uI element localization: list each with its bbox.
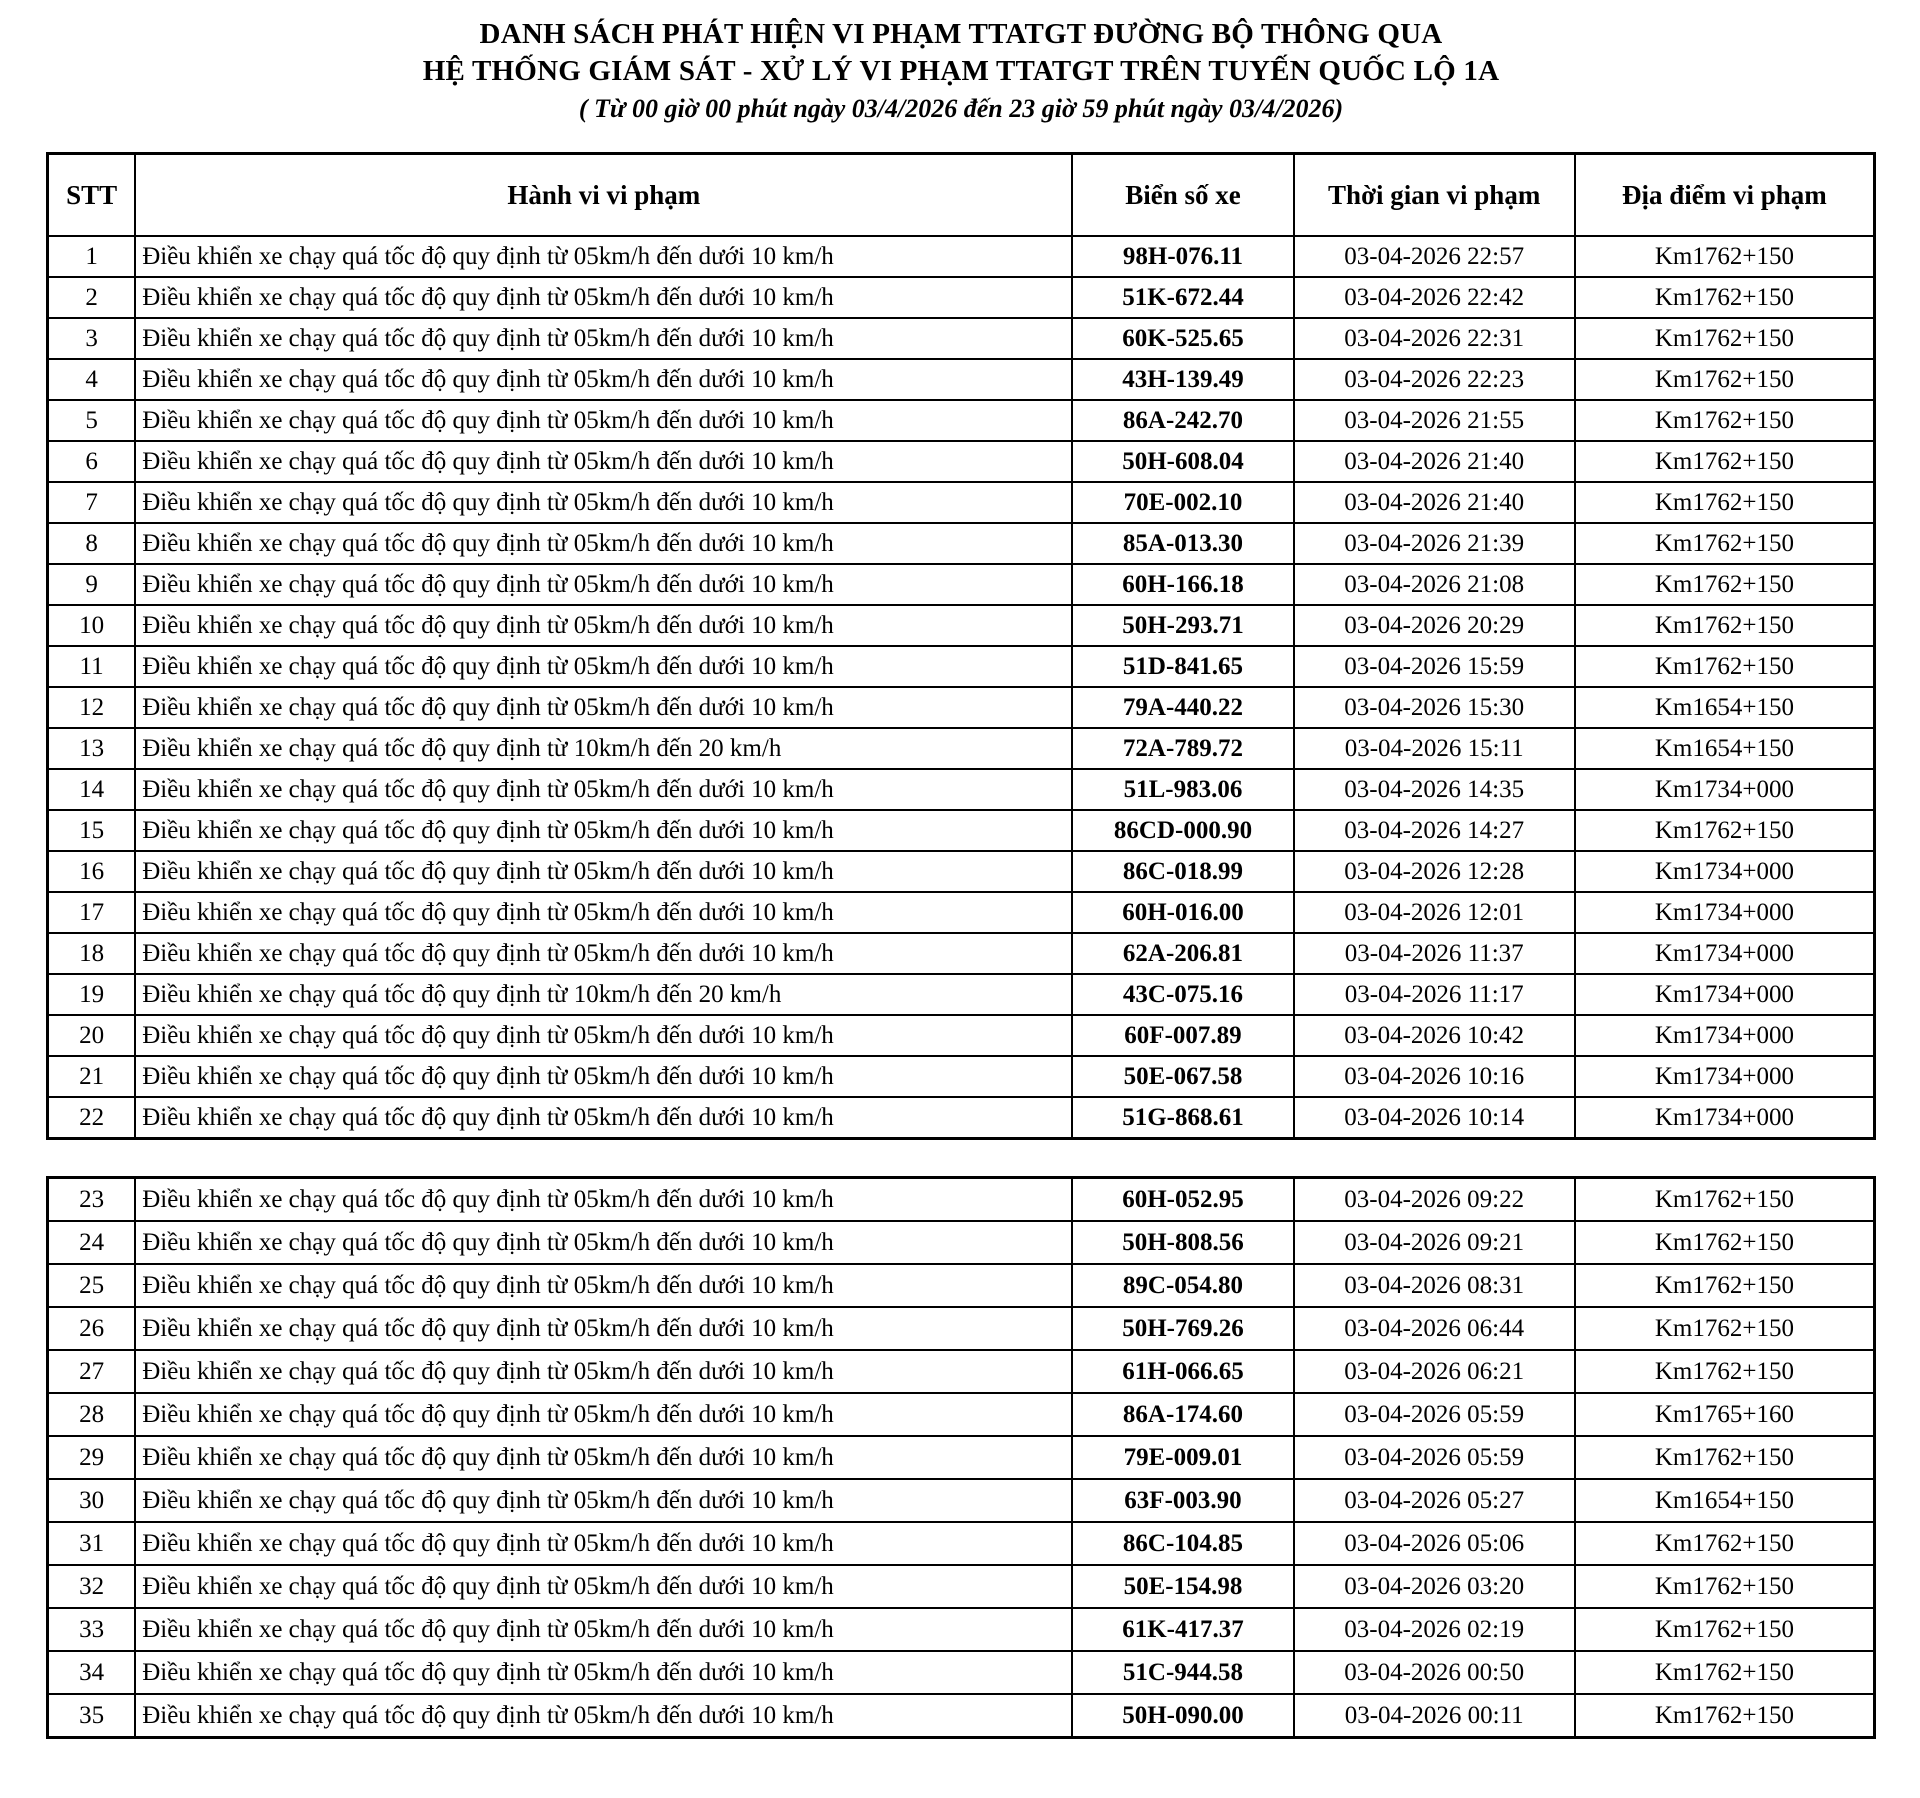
violation-cell: Điều khiển xe chạy quá tốc độ quy định từ 05km/h đến dưới 10 km/h: [135, 1608, 1072, 1651]
location-cell: Km1762+150: [1575, 1565, 1875, 1608]
table-row: [48, 728, 1875, 769]
table-row: [48, 1651, 1875, 1694]
violation-cell: Điều khiển xe chạy quá tốc độ quy định từ 05km/h đến dưới 10 km/h: [135, 1565, 1072, 1608]
violation-cell: Điều khiển xe chạy quá tốc độ quy định từ 05km/h đến dưới 10 km/h: [135, 1056, 1072, 1097]
stt-cell: 14: [48, 769, 136, 810]
time-cell: 03-04-2026 00:50: [1294, 1651, 1575, 1694]
location-cell: Km1734+000: [1575, 1097, 1875, 1139]
location-cell: Km1734+000: [1575, 892, 1875, 933]
time-cell: 03-04-2026 14:35: [1294, 769, 1575, 810]
stt-cell: 16: [48, 851, 136, 892]
header-time: Thời gian vi phạm: [1294, 154, 1575, 237]
stt-cell: 34: [48, 1651, 136, 1694]
stt-cell: 25: [48, 1264, 136, 1307]
violation-cell: Điều khiển xe chạy quá tốc độ quy định từ 10km/h đến 20 km/h: [135, 974, 1072, 1015]
location-cell: Km1762+150: [1575, 482, 1875, 523]
stt-cell: 1: [48, 236, 136, 277]
time-cell: 03-04-2026 05:59: [1294, 1393, 1575, 1436]
stt-cell: 21: [48, 1056, 136, 1097]
table-row: [48, 1436, 1875, 1479]
plate-cell: 50E-154.98: [1072, 1565, 1293, 1608]
violation-cell: Điều khiển xe chạy quá tốc độ quy định từ 05km/h đến dưới 10 km/h: [135, 769, 1072, 810]
time-cell: 03-04-2026 03:20: [1294, 1565, 1575, 1608]
location-cell: Km1762+150: [1575, 605, 1875, 646]
violation-cell: Điều khiển xe chạy quá tốc độ quy định từ 05km/h đến dưới 10 km/h: [135, 564, 1072, 605]
location-cell: Km1762+150: [1575, 441, 1875, 482]
time-cell: 03-04-2026 21:40: [1294, 441, 1575, 482]
time-cell: 03-04-2026 11:37: [1294, 933, 1575, 974]
plate-cell: 51C-944.58: [1072, 1651, 1293, 1694]
table-row: [48, 564, 1875, 605]
table-row: [48, 892, 1875, 933]
plate-cell: 60F-007.89: [1072, 1015, 1293, 1056]
stt-cell: 17: [48, 892, 136, 933]
table-row: [48, 1264, 1875, 1307]
time-cell: 03-04-2026 05:27: [1294, 1479, 1575, 1522]
violation-cell: Điều khiển xe chạy quá tốc độ quy định từ 05km/h đến dưới 10 km/h: [135, 646, 1072, 687]
violations-table-page-2: [46, 1176, 1876, 1739]
time-cell: 03-04-2026 21:08: [1294, 564, 1575, 605]
plate-cell: 85A-013.30: [1072, 523, 1293, 564]
time-cell: 03-04-2026 10:14: [1294, 1097, 1575, 1139]
violation-cell: Điều khiển xe chạy quá tốc độ quy định từ 05km/h đến dưới 10 km/h: [135, 1178, 1072, 1222]
plate-cell: 72A-789.72: [1072, 728, 1293, 769]
location-cell: Km1734+000: [1575, 933, 1875, 974]
stt-cell: 12: [48, 687, 136, 728]
table-row: [48, 1565, 1875, 1608]
violation-cell: Điều khiển xe chạy quá tốc độ quy định từ 05km/h đến dưới 10 km/h: [135, 1350, 1072, 1393]
time-cell: 03-04-2026 14:27: [1294, 810, 1575, 851]
stt-cell: 27: [48, 1350, 136, 1393]
location-cell: Km1762+150: [1575, 1178, 1875, 1222]
document-title-line-2: HỆ THỐNG GIÁM SÁT - XỬ LÝ VI PHẠM TTATGT TRÊN TUYẾN QUỐC LỘ 1A: [422, 55, 1500, 87]
table-row: [48, 1307, 1875, 1350]
location-cell: Km1762+150: [1575, 1307, 1875, 1350]
stt-cell: 2: [48, 277, 136, 318]
violation-cell: Điều khiển xe chạy quá tốc độ quy định từ 05km/h đến dưới 10 km/h: [135, 851, 1072, 892]
plate-cell: 50E-067.58: [1072, 1056, 1293, 1097]
time-cell: 03-04-2026 22:57: [1294, 236, 1575, 277]
stt-cell: 9: [48, 564, 136, 605]
violation-cell: Điều khiển xe chạy quá tốc độ quy định từ 05km/h đến dưới 10 km/h: [135, 1264, 1072, 1307]
stt-cell: 3: [48, 318, 136, 359]
time-cell: 03-04-2026 15:59: [1294, 646, 1575, 687]
time-cell: 03-04-2026 15:11: [1294, 728, 1575, 769]
header-stt: STT: [48, 154, 136, 237]
stt-cell: 26: [48, 1307, 136, 1350]
location-cell: Km1762+150: [1575, 236, 1875, 277]
plate-cell: 62A-206.81: [1072, 933, 1293, 974]
plate-cell: 51K-672.44: [1072, 277, 1293, 318]
violation-cell: Điều khiển xe chạy quá tốc độ quy định từ 05km/h đến dưới 10 km/h: [135, 1015, 1072, 1056]
plate-cell: 60H-052.95: [1072, 1178, 1293, 1222]
plate-cell: 86A-242.70: [1072, 400, 1293, 441]
plate-cell: 98H-076.11: [1072, 236, 1293, 277]
plate-cell: 79E-009.01: [1072, 1436, 1293, 1479]
stt-cell: 28: [48, 1393, 136, 1436]
plate-cell: 60K-525.65: [1072, 318, 1293, 359]
stt-cell: 32: [48, 1565, 136, 1608]
violation-cell: Điều khiển xe chạy quá tốc độ quy định từ 05km/h đến dưới 10 km/h: [135, 482, 1072, 523]
table-row: [48, 1393, 1875, 1436]
time-cell: 03-04-2026 22:42: [1294, 277, 1575, 318]
table-row: [48, 482, 1875, 523]
stt-cell: 24: [48, 1221, 136, 1264]
table-row: [48, 1221, 1875, 1264]
plate-cell: 86C-104.85: [1072, 1522, 1293, 1565]
location-cell: Km1734+000: [1575, 1015, 1875, 1056]
time-cell: 03-04-2026 06:44: [1294, 1307, 1575, 1350]
document-title-line-1: DANH SÁCH PHÁT HIỆN VI PHẠM TTATGT ĐƯỜNG BỘ THÔNG QUA: [479, 18, 1443, 50]
table-row: [48, 400, 1875, 441]
location-cell: Km1762+150: [1575, 1436, 1875, 1479]
time-cell: 03-04-2026 00:11: [1294, 1694, 1575, 1738]
violation-cell: Điều khiển xe chạy quá tốc độ quy định từ 05km/h đến dưới 10 km/h: [135, 1651, 1072, 1694]
location-cell: Km1654+150: [1575, 687, 1875, 728]
plate-cell: 86A-174.60: [1072, 1393, 1293, 1436]
title-block: [46, 16, 1876, 126]
table-row: [48, 359, 1875, 400]
location-cell: Km1762+150: [1575, 1522, 1875, 1565]
plate-cell: 50H-090.00: [1072, 1694, 1293, 1738]
plate-cell: 51G-868.61: [1072, 1097, 1293, 1139]
plate-cell: 61K-417.37: [1072, 1608, 1293, 1651]
time-cell: 03-04-2026 21:55: [1294, 400, 1575, 441]
table-row: [48, 1056, 1875, 1097]
table-header: [48, 154, 1875, 237]
stt-cell: 4: [48, 359, 136, 400]
stt-cell: 15: [48, 810, 136, 851]
stt-cell: 31: [48, 1522, 136, 1565]
location-cell: Km1762+150: [1575, 523, 1875, 564]
plate-cell: 50H-608.04: [1072, 441, 1293, 482]
stt-cell: 18: [48, 933, 136, 974]
table-row: [48, 277, 1875, 318]
table-row: [48, 1015, 1875, 1056]
violation-cell: Điều khiển xe chạy quá tốc độ quy định từ 05km/h đến dưới 10 km/h: [135, 1307, 1072, 1350]
table-row: [48, 933, 1875, 974]
violation-cell: Điều khiển xe chạy quá tốc độ quy định từ 10km/h đến 20 km/h: [135, 728, 1072, 769]
location-cell: Km1762+150: [1575, 359, 1875, 400]
location-cell: Km1734+000: [1575, 974, 1875, 1015]
location-cell: Km1762+150: [1575, 646, 1875, 687]
violation-cell: Điều khiển xe chạy quá tốc độ quy định từ 05km/h đến dưới 10 km/h: [135, 1479, 1072, 1522]
time-cell: 03-04-2026 20:29: [1294, 605, 1575, 646]
stt-cell: 11: [48, 646, 136, 687]
violations-table-body-2: [48, 1178, 1875, 1738]
location-cell: Km1762+150: [1575, 810, 1875, 851]
location-cell: Km1762+150: [1575, 1264, 1875, 1307]
table-row: [48, 810, 1875, 851]
violation-cell: Điều khiển xe chạy quá tốc độ quy định từ 05km/h đến dưới 10 km/h: [135, 400, 1072, 441]
table-row: [48, 1608, 1875, 1651]
table-row: [48, 769, 1875, 810]
stt-cell: 19: [48, 974, 136, 1015]
table-row: [48, 605, 1875, 646]
table-row: [48, 851, 1875, 892]
stt-cell: 29: [48, 1436, 136, 1479]
location-cell: Km1762+150: [1575, 1694, 1875, 1738]
location-cell: Km1762+150: [1575, 318, 1875, 359]
location-cell: Km1762+150: [1575, 564, 1875, 605]
time-cell: 03-04-2026 10:42: [1294, 1015, 1575, 1056]
time-cell: 03-04-2026 10:16: [1294, 1056, 1575, 1097]
plate-cell: 50H-293.71: [1072, 605, 1293, 646]
time-cell: 03-04-2026 06:21: [1294, 1350, 1575, 1393]
violation-cell: Điều khiển xe chạy quá tốc độ quy định từ 05km/h đến dưới 10 km/h: [135, 523, 1072, 564]
table-row: [48, 1097, 1875, 1139]
location-cell: Km1762+150: [1575, 1221, 1875, 1264]
violation-cell: Điều khiển xe chạy quá tốc độ quy định từ 05km/h đến dưới 10 km/h: [135, 441, 1072, 482]
location-cell: Km1762+150: [1575, 1651, 1875, 1694]
table-row: [48, 523, 1875, 564]
stt-cell: 5: [48, 400, 136, 441]
stt-cell: 6: [48, 441, 136, 482]
time-cell: 03-04-2026 05:06: [1294, 1522, 1575, 1565]
header-violation: Hành vi vi phạm: [135, 154, 1072, 237]
location-cell: Km1654+150: [1575, 1479, 1875, 1522]
time-cell: 03-04-2026 02:19: [1294, 1608, 1575, 1651]
violation-cell: Điều khiển xe chạy quá tốc độ quy định từ 05km/h đến dưới 10 km/h: [135, 236, 1072, 277]
plate-cell: 43C-075.16: [1072, 974, 1293, 1015]
table-row: [48, 646, 1875, 687]
time-cell: 03-04-2026 21:40: [1294, 482, 1575, 523]
table-row: [48, 441, 1875, 482]
header-location: Địa điểm vi phạm: [1575, 154, 1875, 237]
violation-cell: Điều khiển xe chạy quá tốc độ quy định từ 05km/h đến dưới 10 km/h: [135, 1221, 1072, 1264]
stt-cell: 35: [48, 1694, 136, 1738]
stt-cell: 10: [48, 605, 136, 646]
plate-cell: 86CD-000.90: [1072, 810, 1293, 851]
violation-cell: Điều khiển xe chạy quá tốc độ quy định từ 05km/h đến dưới 10 km/h: [135, 810, 1072, 851]
plate-cell: 43H-139.49: [1072, 359, 1293, 400]
location-cell: Km1762+150: [1575, 400, 1875, 441]
location-cell: Km1765+160: [1575, 1393, 1875, 1436]
stt-cell: 20: [48, 1015, 136, 1056]
violation-cell: Điều khiển xe chạy quá tốc độ quy định từ 05km/h đến dưới 10 km/h: [135, 605, 1072, 646]
stt-cell: 33: [48, 1608, 136, 1651]
plate-cell: 51L-983.06: [1072, 769, 1293, 810]
plate-cell: 89C-054.80: [1072, 1264, 1293, 1307]
violations-table-body-1: [48, 236, 1875, 1139]
violations-table-page-1: [46, 152, 1876, 1140]
location-cell: Km1734+000: [1575, 769, 1875, 810]
plate-cell: 60H-016.00: [1072, 892, 1293, 933]
plate-cell: 50H-769.26: [1072, 1307, 1293, 1350]
time-cell: 03-04-2026 09:21: [1294, 1221, 1575, 1264]
table-row: [48, 1479, 1875, 1522]
time-cell: 03-04-2026 12:01: [1294, 892, 1575, 933]
time-cell: 03-04-2026 05:59: [1294, 1436, 1575, 1479]
location-cell: Km1762+150: [1575, 1350, 1875, 1393]
plate-cell: 79A-440.22: [1072, 687, 1293, 728]
plate-cell: 61H-066.65: [1072, 1350, 1293, 1393]
violation-cell: Điều khiển xe chạy quá tốc độ quy định từ 05km/h đến dưới 10 km/h: [135, 892, 1072, 933]
stt-cell: 13: [48, 728, 136, 769]
location-cell: Km1734+000: [1575, 1056, 1875, 1097]
table-row: [48, 236, 1875, 277]
time-cell: 03-04-2026 12:28: [1294, 851, 1575, 892]
location-cell: Km1762+150: [1575, 277, 1875, 318]
time-cell: 03-04-2026 09:22: [1294, 1178, 1575, 1222]
stt-cell: 23: [48, 1178, 136, 1222]
table-header-row: [48, 154, 1875, 237]
violation-cell: Điều khiển xe chạy quá tốc độ quy định từ 05km/h đến dưới 10 km/h: [135, 359, 1072, 400]
table-row: [48, 974, 1875, 1015]
table-row: [48, 1694, 1875, 1738]
location-cell: Km1734+000: [1575, 851, 1875, 892]
stt-cell: 30: [48, 1479, 136, 1522]
violation-cell: Điều khiển xe chạy quá tốc độ quy định từ 05km/h đến dưới 10 km/h: [135, 1694, 1072, 1738]
header-plate: Biển số xe: [1072, 154, 1293, 237]
plate-cell: 51D-841.65: [1072, 646, 1293, 687]
plate-cell: 86C-018.99: [1072, 851, 1293, 892]
location-cell: Km1654+150: [1575, 728, 1875, 769]
time-cell: 03-04-2026 11:17: [1294, 974, 1575, 1015]
table-row: [48, 1522, 1875, 1565]
violation-cell: Điều khiển xe chạy quá tốc độ quy định từ 05km/h đến dưới 10 km/h: [135, 933, 1072, 974]
plate-cell: 70E-002.10: [1072, 482, 1293, 523]
time-cell: 03-04-2026 22:23: [1294, 359, 1575, 400]
stt-cell: 8: [48, 523, 136, 564]
violation-cell: Điều khiển xe chạy quá tốc độ quy định từ 05km/h đến dưới 10 km/h: [135, 318, 1072, 359]
table-row: [48, 318, 1875, 359]
violation-cell: Điều khiển xe chạy quá tốc độ quy định từ 05km/h đến dưới 10 km/h: [135, 277, 1072, 318]
document-subtitle: ( Từ 00 giờ 00 phút ngày 03/4/2026 đến 23 giờ 59 phút ngày 03/4/2026): [578, 94, 1344, 123]
table-row: [48, 687, 1875, 728]
table-row: [48, 1178, 1875, 1222]
plate-cell: 60H-166.18: [1072, 564, 1293, 605]
violation-cell: Điều khiển xe chạy quá tốc độ quy định từ 05km/h đến dưới 10 km/h: [135, 1522, 1072, 1565]
violation-cell: Điều khiển xe chạy quá tốc độ quy định từ 05km/h đến dưới 10 km/h: [135, 687, 1072, 728]
plate-cell: 50H-808.56: [1072, 1221, 1293, 1264]
location-cell: Km1762+150: [1575, 1608, 1875, 1651]
violation-cell: Điều khiển xe chạy quá tốc độ quy định từ 05km/h đến dưới 10 km/h: [135, 1436, 1072, 1479]
time-cell: 03-04-2026 08:31: [1294, 1264, 1575, 1307]
table-row: [48, 1350, 1875, 1393]
time-cell: 03-04-2026 21:39: [1294, 523, 1575, 564]
violation-cell: Điều khiển xe chạy quá tốc độ quy định từ 05km/h đến dưới 10 km/h: [135, 1393, 1072, 1436]
violation-cell: Điều khiển xe chạy quá tốc độ quy định từ 05km/h đến dưới 10 km/h: [135, 1097, 1072, 1139]
stt-cell: 22: [48, 1097, 136, 1139]
stt-cell: 7: [48, 482, 136, 523]
plate-cell: 63F-003.90: [1072, 1479, 1293, 1522]
time-cell: 03-04-2026 22:31: [1294, 318, 1575, 359]
page-break-gap: [46, 1140, 1876, 1176]
time-cell: 03-04-2026 15:30: [1294, 687, 1575, 728]
